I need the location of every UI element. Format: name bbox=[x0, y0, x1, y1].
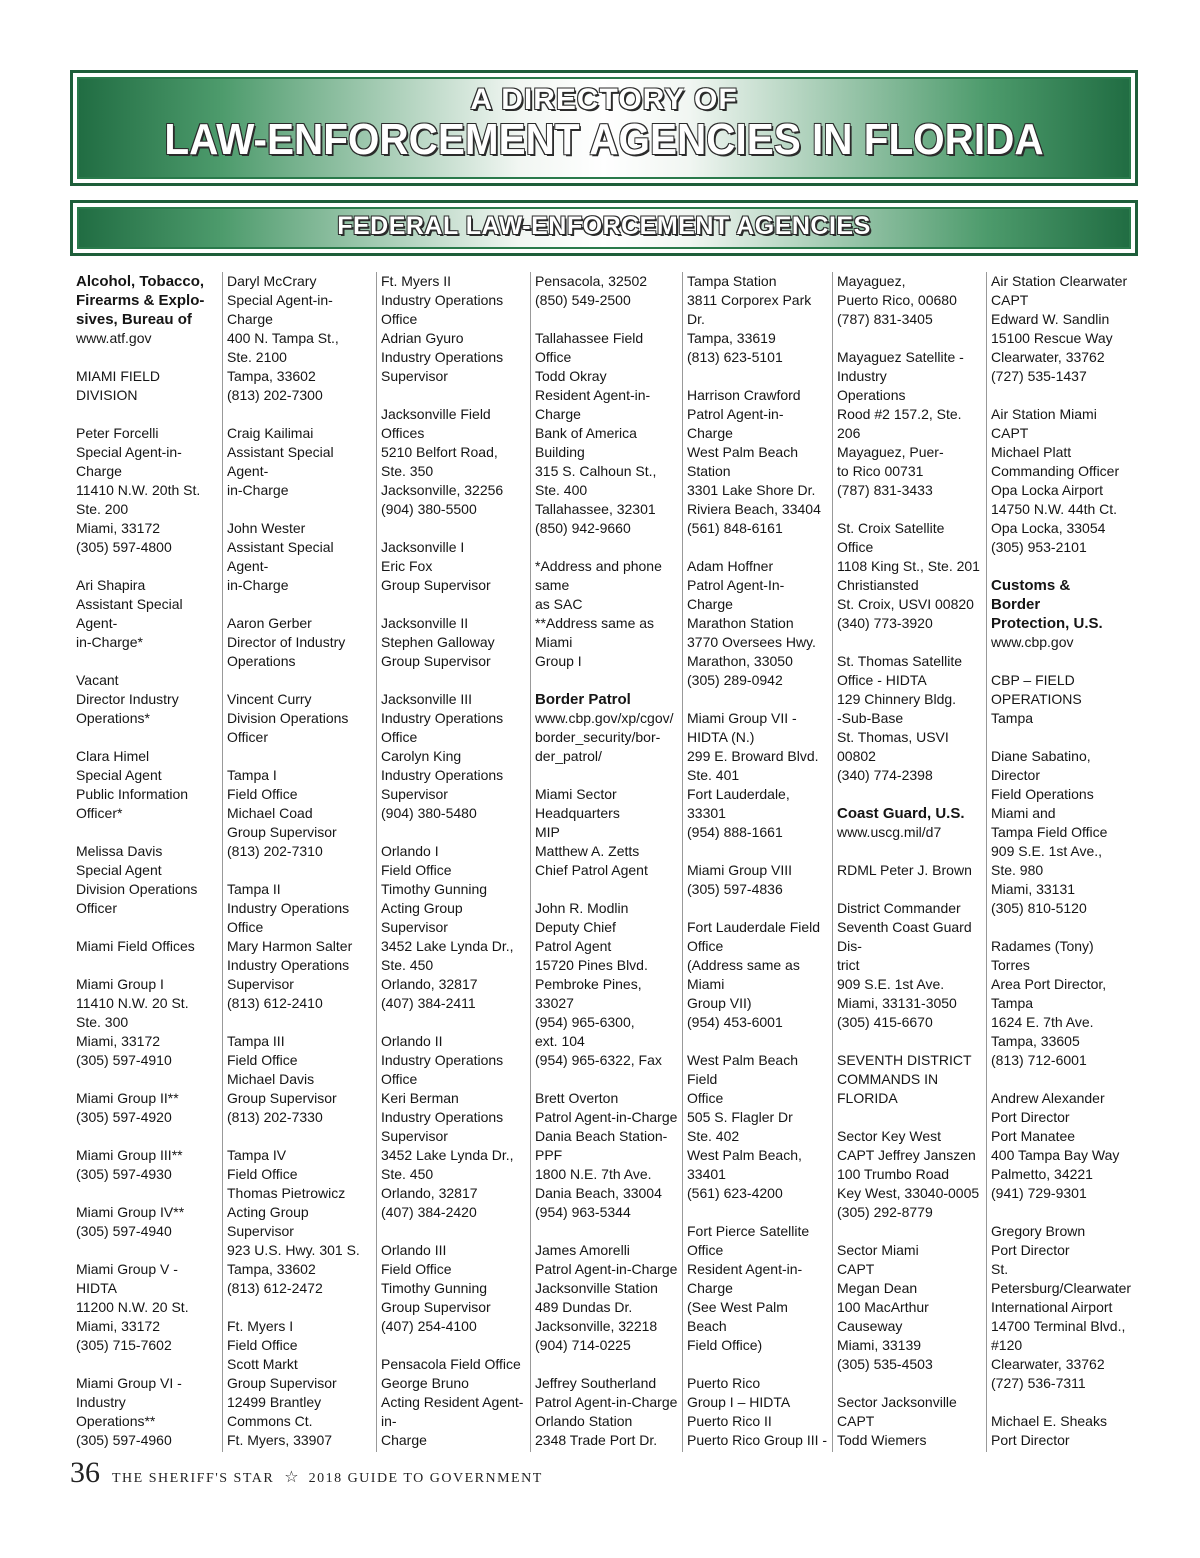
agency-heading: Coast Guard, U.S. bbox=[837, 805, 965, 822]
entry-text: Andrew Alexander Port Director Port Manatee 400 Tampa Bay Way Palmetto, 34221 (941) 729-9301 bbox=[991, 1090, 1120, 1201]
directory-column bbox=[986, 272, 1138, 1452]
directory-entry bbox=[76, 1374, 218, 1450]
directory-entry bbox=[687, 1222, 828, 1355]
entry-text: Adam Hoffner Patrol Agent-In-Charge Marathon Station 3770 Oversees Hwy. Marathon, 33050 (305) 289-0942 bbox=[687, 558, 816, 688]
directory-entry bbox=[381, 1032, 526, 1222]
entry-text: Miami Group V - HIDTA 11200 N.W. 20 St. Miami, 33172 (305) 715-7602 bbox=[76, 1261, 189, 1353]
directory-entry bbox=[687, 272, 828, 367]
directory-entry bbox=[381, 1355, 526, 1452]
directory-entry bbox=[76, 1089, 218, 1127]
directory-entry bbox=[381, 405, 526, 519]
directory-entry bbox=[227, 424, 372, 500]
directory-entry bbox=[687, 386, 828, 538]
entry-text: Jacksonville I Eric Fox Group Supervisor bbox=[381, 539, 491, 593]
directory-entry bbox=[381, 272, 526, 386]
directory-entry bbox=[227, 272, 372, 405]
directory-entry bbox=[991, 1222, 1134, 1393]
entry-text: Ari Shapira Assistant Special Agent- in-Charge* bbox=[76, 577, 183, 650]
directory-entry bbox=[227, 1032, 372, 1127]
entry-text: CBP – FIELD OPERATIONS Tampa bbox=[991, 672, 1082, 726]
directory-entry bbox=[837, 1127, 982, 1222]
directory-entry bbox=[991, 937, 1134, 1070]
entry-text: Jacksonville III Industry Operations Office Carolyn King Industry Operations Supervisor (904) 380-5480 bbox=[381, 691, 504, 821]
directory-entry bbox=[687, 918, 828, 1032]
agency-section bbox=[837, 804, 982, 842]
directory-entry bbox=[687, 1051, 828, 1203]
directory-entry bbox=[227, 614, 372, 671]
directory-entry bbox=[381, 1241, 526, 1336]
directory-entry bbox=[837, 519, 982, 633]
agency-website: www.atf.gov bbox=[76, 330, 152, 346]
directory-entry bbox=[535, 1089, 678, 1222]
entry-text: Miami Group III** (305) 597-4930 bbox=[76, 1147, 183, 1182]
directory-column bbox=[72, 272, 222, 1452]
directory-entry bbox=[227, 1146, 372, 1298]
section-title-banner bbox=[70, 200, 1138, 256]
entry-text: Miami Group IV** (305) 597-4940 bbox=[76, 1204, 185, 1239]
agency-heading: Border Patrol bbox=[535, 691, 631, 708]
entry-text: Orlando II Industry Operations Office Keri Berman Industry Operations Supervisor 3452 Lake Lynda Dr., Ste. 450 Orlando, 32817 (407) 384-2420 bbox=[381, 1033, 514, 1220]
entry-text: St. Thomas Satellite Office - HIDTA 129 Chinnery Bldg. -Sub-Base St. Thomas, USVI 00802 (340) 774-2398 bbox=[837, 653, 963, 783]
entry-text: Miami Group VI - Industry Operations** (305) 597-4960 bbox=[76, 1375, 182, 1448]
directory-entry bbox=[227, 690, 372, 747]
agency-section bbox=[76, 272, 218, 348]
page-footer bbox=[70, 1456, 770, 1496]
directory-entry bbox=[837, 899, 982, 1032]
directory-entry bbox=[837, 272, 982, 329]
entry-text: Tallahassee Field Office Todd Okray Resident Agent-in-Charge Bank of America Building 315 S. Calhoun St., Ste. 400 Tallahassee, 32301 (850) 942-9660 bbox=[535, 330, 657, 536]
directory-column bbox=[682, 272, 832, 1452]
entry-text: Tampa I Field Office Michael Coad Group Supervisor (813) 202-7310 bbox=[227, 767, 337, 859]
directory-entry bbox=[535, 557, 678, 671]
agency-website: www.cbp.gov/xp/cgov/ border_security/bor- der_patrol/ bbox=[535, 710, 674, 764]
entry-text: Air Station Miami CAPT Michael Platt Commanding Officer Opa Locka Airport 14750 N.W. 44th Ct. Opa Locka, 33054 (305) 953-2101 bbox=[991, 406, 1120, 555]
directory-title-line2: LAW-ENFORCEMENT AGENCIES IN FLORIDA bbox=[164, 115, 1044, 164]
entry-text: Fort Lauderdale Field Office (Address same as Miami Group VII) (954) 453-6001 bbox=[687, 919, 821, 1030]
directory-entry bbox=[76, 937, 218, 956]
entry-text: Peter Forcelli Special Agent-in-Charge 11410 N.W. 20th St. Ste. 200 Miami, 33172 (305) 597-4800 bbox=[76, 425, 201, 555]
directory-entry bbox=[837, 652, 982, 785]
directory-entry bbox=[535, 785, 678, 880]
directory-entry bbox=[76, 842, 218, 918]
directory-entry bbox=[76, 1146, 218, 1184]
entry-text: Harrison Crawford Patrol Agent-in-Charge West Palm Beach Station 3301 Lake Shore Dr. Riviera Beach, 33404 (561) 848-6161 bbox=[687, 387, 821, 536]
directory-entry bbox=[76, 576, 218, 652]
directory-entry bbox=[76, 424, 218, 557]
entry-text: Tampa II Industry Operations Office Mary Harmon Salter Industry Operations Supervisor (813) 612-2410 bbox=[227, 881, 353, 1011]
entry-text: Miami Sector Headquarters MIP Matthew A. Zetts Chief Patrol Agent bbox=[535, 786, 648, 878]
directory-entry bbox=[535, 1241, 678, 1355]
entry-text: Pensacola, 32502 (850) 549-2500 bbox=[535, 273, 648, 308]
directory-entry bbox=[837, 1051, 982, 1108]
guide-title: 2018 GUIDE TO GOVERNMENT bbox=[308, 1471, 543, 1486]
directory-column bbox=[222, 272, 376, 1452]
directory-entry bbox=[687, 861, 828, 899]
entry-text: James Amorelli Patrol Agent-in-Charge Jacksonville Station 489 Dundas Dr. Jacksonville, 32218 (904) 714-0225 bbox=[535, 1242, 678, 1353]
entry-text: Vincent Curry Division Operations Officer bbox=[227, 691, 349, 745]
directory-entry bbox=[227, 880, 372, 1013]
directory-entry bbox=[687, 1374, 828, 1452]
agency-heading: Customs & Border Protection, U.S. bbox=[991, 577, 1103, 632]
section-title: FEDERAL LAW-ENFORCEMENT AGENCIES bbox=[337, 212, 871, 240]
entry-text: Ft. Myers I Field Office Scott Markt Group Supervisor 12499 Brantley Commons Ct. Ft. Myers, 33907 bbox=[227, 1318, 337, 1448]
directory-entry bbox=[837, 348, 982, 500]
entry-text: MIAMI FIELD DIVISION bbox=[76, 368, 161, 403]
entry-text: Jacksonville Field Offices 5210 Belfort Road, Ste. 350 Jacksonville, 32256 (904) 380-5500 bbox=[381, 406, 504, 517]
entry-text: Tampa III Field Office Michael Davis Group Supervisor (813) 202-7330 bbox=[227, 1033, 337, 1125]
directory-entry bbox=[76, 1260, 218, 1355]
entry-text: John R. Modlin Deputy Chief Patrol Agent 15720 Pines Blvd. Pembroke Pines, 33027 (954) 965-6300, ext. 104 (954) 965-6322, Fax bbox=[535, 900, 662, 1068]
entry-text: Air Station Clearwater CAPT Edward W. Sandlin 15100 Rescue Way Clearwater, 33762 (727) 535-1437 bbox=[991, 273, 1128, 384]
directory-entry bbox=[535, 329, 678, 538]
directory-entry bbox=[991, 747, 1134, 918]
entry-text: Orlando I Field Office Timothy Gunning Acting Group Supervisor 3452 Lake Lynda Dr., Ste. 450 Orlando, 32817 (407) 384-2411 bbox=[381, 843, 514, 1011]
entry-text: Melissa Davis Special Agent Division Operations Officer bbox=[76, 843, 198, 916]
entry-text: Mayaguez Satellite - Industry Operations Rood #2 157.2, Ste. 206 Mayaguez, Puer- to Rico 00731 (787) 831-3433 bbox=[837, 349, 964, 498]
directory-entry bbox=[991, 671, 1134, 728]
directory-entry bbox=[837, 1241, 982, 1374]
publication-name: THE SHERIFF'S STAR bbox=[112, 1471, 275, 1486]
directory-columns bbox=[72, 272, 1138, 1452]
entry-text: Jeffrey Southerland Patrol Agent-in-Charge Orlando Station 2348 Trade Port Dr. bbox=[535, 1375, 678, 1448]
directory-column bbox=[376, 272, 530, 1452]
directory-entry bbox=[381, 538, 526, 595]
entry-text: Tampa IV Field Office Thomas Pietrowicz Acting Group Supervisor 923 U.S. Hwy. 301 S. Tampa, 33602 (813) 612-2472 bbox=[227, 1147, 360, 1296]
agency-website: www.cbp.gov bbox=[991, 634, 1074, 650]
entry-text: Sector Miami CAPT Megan Dean 100 MacArthur Causeway Miami, 33139 (305) 535-4503 bbox=[837, 1242, 933, 1372]
directory-column bbox=[832, 272, 986, 1452]
directory-entry bbox=[535, 899, 678, 1070]
entry-text: Sector Jacksonville CAPT Todd Wiemers bbox=[837, 1394, 957, 1448]
entry-text: Miami Group VII - HIDTA (N.) 299 E. Broward Blvd. Ste. 401 Fort Lauderdale, 33301 (954) 888-1661 bbox=[687, 710, 819, 840]
directory-entry bbox=[381, 614, 526, 671]
directory-entry bbox=[381, 842, 526, 1013]
entry-text: Miami Field Offices bbox=[76, 938, 195, 954]
entry-text: Miami Group I 11410 N.W. 20 St. Ste. 300 Miami, 33172 (305) 597-4910 bbox=[76, 976, 189, 1068]
entry-text: Diane Sabatino, Director Field Operations Miami and Tampa Field Office 909 S.E. 1st Ave., Ste. 980 Miami, 33131 (305) 810-5120 bbox=[991, 748, 1108, 916]
directory-entry bbox=[991, 272, 1134, 386]
entry-text: Pensacola Field Office George Bruno Acting Resident Agent-in- Charge bbox=[381, 1356, 524, 1448]
entry-text: Sector Key West CAPT Jeffrey Janszen 100 Trumbo Road Key West, 33040-0005 (305) 292-8779 bbox=[837, 1128, 980, 1220]
directory-entry bbox=[76, 367, 218, 405]
entry-text: SEVENTH DISTRICT COMMANDS IN FLORIDA bbox=[837, 1052, 972, 1106]
directory-entry bbox=[76, 747, 218, 823]
entry-text: Mayaguez, Puerto Rico, 00680 (787) 831-3405 bbox=[837, 273, 957, 327]
entry-text: Miami Group II** (305) 597-4920 bbox=[76, 1090, 179, 1125]
entry-text: *Address and phone same as SAC **Address same as Miami Group I bbox=[535, 558, 662, 669]
entry-text: West Palm Beach Field Office 505 S. Flagler Dr Ste. 402 West Palm Beach, 33401 (561) 623-4200 bbox=[687, 1052, 802, 1201]
directory-entry bbox=[227, 766, 372, 861]
entry-text: St. Croix Satellite Office 1108 King St., Ste. 201 Christiansted St. Croix, USVI 00820 (340) 773-3920 bbox=[837, 520, 980, 631]
entry-text: John Wester Assistant Special Agent- in-Charge bbox=[227, 520, 334, 593]
directory-entry bbox=[227, 519, 372, 595]
directory-column bbox=[530, 272, 682, 1452]
entry-text: Daryl McCrary Special Agent-in-Charge 400 N. Tampa St., Ste. 2100 Tampa, 33602 (813) 202-7300 bbox=[227, 273, 339, 403]
directory-entry bbox=[837, 1393, 982, 1452]
entry-text: RDML Peter J. Brown bbox=[837, 862, 972, 878]
entry-text: Ft. Myers II Industry Operations Office Adrian Gyuro Industry Operations Supervisor bbox=[381, 273, 504, 384]
directory-title-banner bbox=[70, 70, 1138, 186]
directory-entry bbox=[687, 557, 828, 690]
entry-text: Vacant Director Industry Operations* bbox=[76, 672, 179, 726]
directory-entry bbox=[687, 709, 828, 842]
entry-text: Aaron Gerber Director of Industry Operations bbox=[227, 615, 346, 669]
agency-section bbox=[535, 690, 678, 766]
agency-section bbox=[991, 576, 1134, 652]
entry-text: Tampa Station 3811 Corporex Park Dr. Tampa, 33619 (813) 623-5101 bbox=[687, 273, 812, 365]
entry-text: Orlando III Field Office Timothy Gunning Group Supervisor (407) 254-4100 bbox=[381, 1242, 491, 1334]
entry-text: Jacksonville II Stephen Galloway Group Supervisor bbox=[381, 615, 495, 669]
page-number: 36 bbox=[70, 1456, 100, 1489]
agency-website: www.uscg.mil/d7 bbox=[837, 824, 942, 840]
directory-entry bbox=[76, 975, 218, 1070]
directory-entry bbox=[381, 690, 526, 823]
directory-title-line1: A DIRECTORY OF bbox=[470, 83, 738, 116]
entry-text: Puerto Rico Group I – HIDTA Puerto Rico II Puerto Rico Group III - bbox=[687, 1375, 828, 1448]
directory-entry bbox=[227, 1317, 372, 1452]
entry-text: Radames (Tony) Torres Area Port Director, Tampa 1624 E. 7th Ave. Tampa, 33605 (813) 712-6001 bbox=[991, 938, 1107, 1068]
directory-entry bbox=[837, 861, 982, 880]
entry-text: Michael E. Sheaks Port Director bbox=[991, 1413, 1107, 1448]
directory-entry bbox=[535, 272, 678, 310]
entry-text: Clara Himel Special Agent Public Information Officer* bbox=[76, 748, 189, 821]
entry-text: Gregory Brown Port Director St. Petersburg/Clearwater International Airport 14700 Terminal Blvd., #120 Clearwater, 33762 (727) 536-7311 bbox=[991, 1223, 1132, 1391]
directory-entry bbox=[76, 1203, 218, 1241]
directory-entry bbox=[991, 1412, 1134, 1452]
entry-text: Miami Group VIII (305) 597-4836 bbox=[687, 862, 793, 897]
entry-text: Brett Overton Patrol Agent-in-Charge Dania Beach Station-PPF 1800 N.E. 7th Ave. Dania Beach, 33004 (954) 963-5344 bbox=[535, 1090, 678, 1220]
entry-text: District Commander Seventh Coast Guard Dis- trict 909 S.E. 1st Ave. Miami, 33131-3050 (305) 415-6670 bbox=[837, 900, 972, 1030]
star-icon: ☆ bbox=[284, 1469, 299, 1486]
agency-heading: Alcohol, Tobacco, Firearms & Explo- sives, Bureau of bbox=[76, 273, 205, 328]
directory-entry bbox=[535, 1374, 678, 1452]
entry-text: Fort Pierce Satellite Office Resident Agent-in-Charge (See West Palm Beach Field Office) bbox=[687, 1223, 810, 1353]
entry-text: Craig Kailimai Assistant Special Agent- in-Charge bbox=[227, 425, 334, 498]
directory-entry bbox=[76, 671, 218, 728]
directory-entry bbox=[991, 405, 1134, 557]
directory-entry bbox=[991, 1089, 1134, 1203]
